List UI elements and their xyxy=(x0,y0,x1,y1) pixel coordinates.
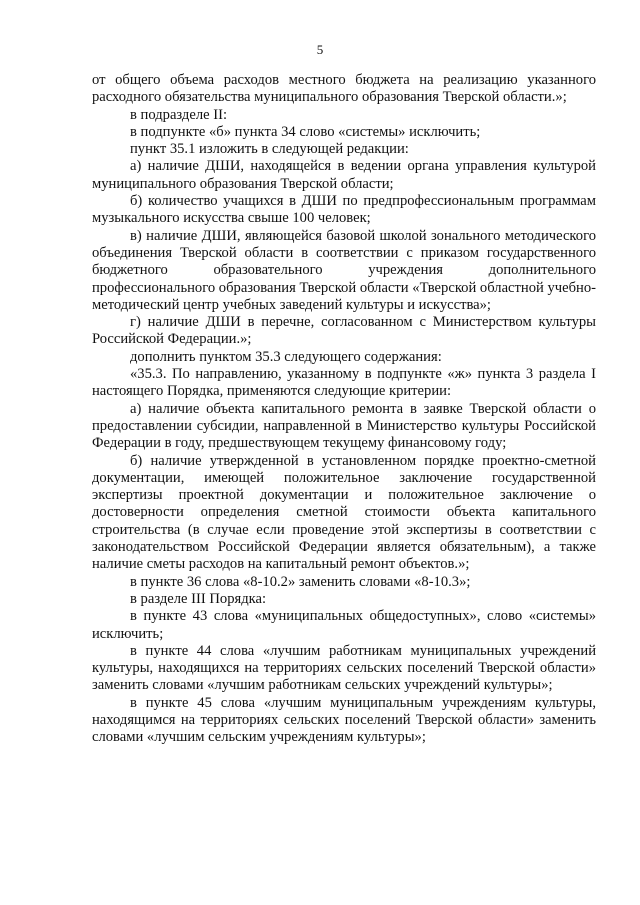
paragraph-item-36: в пункте 36 слова «8-10.2» заменить словами «8-10.3»; xyxy=(130,573,471,590)
paragraph-35-3-criterion-b: б) наличие утвержденной в установленном порядке проектно-сметной документации, имеющей положительное заключение государственной экспертизы проектной документации и положительное заключение о достоверности определения сметной стоимости объекта капитального строительства (в случае если проведение этой экспертизы в соответствии с законодательством Российской Федерации является обязательным), а также наличие сметы расходов на капитальный ремонт объектов.»; xyxy=(92,452,596,573)
paragraph-35-3-criterion-a: а) наличие объекта капитального ремонта в заявке Тверской области о предоставлении субсидии, направленной в Министерство культуры Российской Федерации в году, предшествующем текущему финансовому году; xyxy=(92,400,596,452)
paragraph-item-35-1-intro: пункт 35.1 изложить в следующей редакции: xyxy=(130,141,409,158)
paragraph-item-44: в пункте 44 слова «лучшим работникам муниципальных учреждений культуры, находящихся на территориях сельских поселений Тверской области» заменить словами «лучшим работникам сельских учреждений культуры»; xyxy=(92,642,596,694)
page-number: 5 xyxy=(316,42,324,57)
paragraph-criterion-v: в) наличие ДШИ, являющейся базовой школой зонального методического объединения Тверской области в соответствии с приказом государственного бюджетного образовательного учреждения дополнительного профессионального образования Тверской области «Тверской областной учебно-методический центр учебных заведений культуры и искусства»; xyxy=(92,227,596,313)
paragraph-item-45: в пункте 45 слова «лучшим муниципальным учреждениям культуры, находящимся на территориях сельских поселений Тверской области» заменить словами «лучшим сельским учреждениям культуры»; xyxy=(92,694,596,746)
paragraph-criterion-b: б) количество учащихся в ДШИ по предпрофессиональным программам музыкального искусства свыше 100 человек; xyxy=(92,193,596,227)
paragraph-add-item-35-3: дополнить пунктом 35.3 следующего содержания: xyxy=(130,348,442,365)
paragraph-section-iii: в разделе III Порядка: xyxy=(130,590,267,607)
paragraph-item-43: в пункте 43 слова «муниципальных общедоступных», слово «системы» исключить; xyxy=(92,608,596,642)
paragraph-criterion-a: а) наличие ДШИ, находящейся в ведении органа управления культурой муниципального образования Тверской области; xyxy=(92,158,596,192)
paragraph-subsection-ii: в подразделе II: xyxy=(130,106,228,123)
paragraph-item-34: в подпункте «б» пункта 34 слово «системы» исключить; xyxy=(130,123,481,140)
document-body xyxy=(92,72,596,747)
paragraph-criterion-g: г) наличие ДШИ в перечне, согласованном с Министерством культуры Российской Федерации.»; xyxy=(92,314,596,348)
paragraph-continuation: от общего объема расходов местного бюджета на реализацию указанного расходного обязательства муниципального образования Тверской области.»; xyxy=(92,72,596,106)
paragraph-item-35-3: «35.3. По направлению, указанному в подпункте «ж» пункта 3 раздела I настоящего Порядка, применяются следующие критерии: xyxy=(92,366,596,400)
